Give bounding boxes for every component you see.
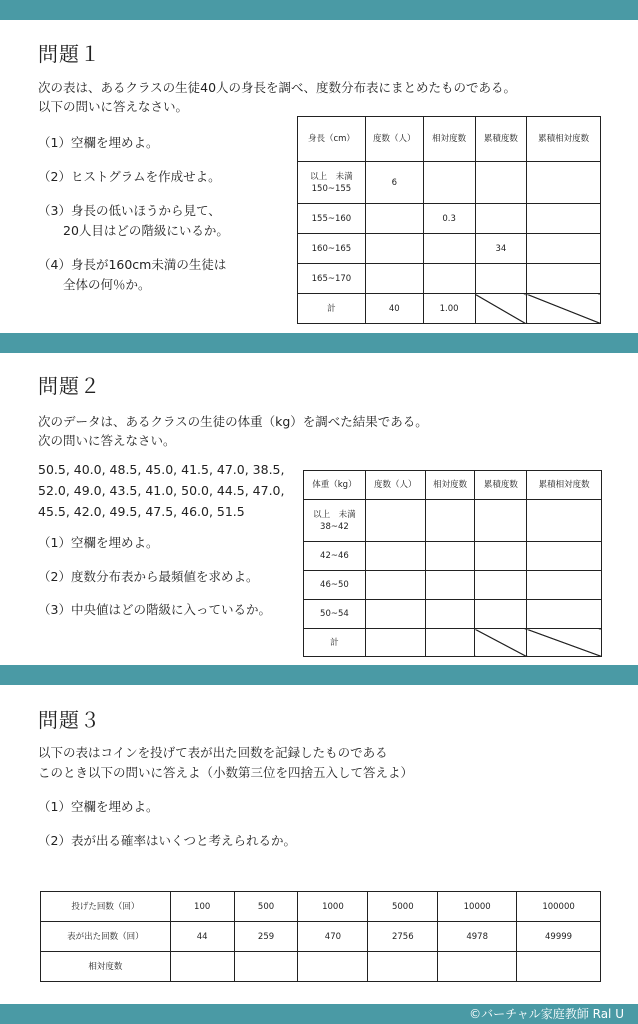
table-cell: 44	[170, 922, 234, 952]
table-cell: 259	[234, 922, 298, 952]
problem-3-question-2: （2）表が出る確率はいくつと考えられるか。	[38, 833, 296, 848]
table-cell: 表が出た回数（回）	[41, 922, 171, 952]
problem-2-data-line-2: 52.0, 49.0, 43.5, 41.0, 50.0, 44.5, 47.0,	[38, 483, 285, 498]
table-cell	[527, 542, 602, 571]
table-cell	[365, 500, 425, 542]
table-cell: 以上 未満 38~42	[304, 500, 366, 542]
table-cell	[365, 234, 423, 264]
table-cell: 46~50	[304, 571, 366, 600]
table-cell: 2756	[368, 922, 438, 952]
table-cell: 6	[365, 162, 423, 204]
table-cell	[365, 264, 423, 294]
table-cell: 以上 未満 150~155	[298, 162, 366, 204]
problem-1-intro-line-1: 次の表は、あるクラスの生徒40人の身長を調べ、度数分布表にまとめたものである。	[38, 80, 517, 95]
table-header: 身長（cm）	[298, 117, 366, 162]
table-header: 累積相対度数	[527, 471, 602, 500]
problem-2-data-line-1: 50.5, 40.0, 48.5, 45.0, 41.5, 47.0, 38.5,	[38, 462, 285, 477]
table-cell: 4978	[438, 922, 517, 952]
problem-2-title: 問題２	[38, 374, 101, 398]
table-cell	[368, 952, 438, 982]
diagonal-blank-cell	[475, 629, 527, 657]
problem-2-frequency-table	[303, 470, 602, 657]
table-cell: 計	[298, 294, 366, 324]
diagonal-blank-cell	[475, 294, 527, 324]
table-cell: 470	[298, 922, 368, 952]
problem-1-title: 問題１	[38, 42, 101, 66]
table-cell	[438, 952, 517, 982]
footer-credit: ©バーチャル家庭教師 Ral U	[469, 1007, 624, 1021]
table-header: 相対度数	[425, 471, 475, 500]
table-cell: 投げた回数（回）	[41, 892, 171, 922]
table-cell	[527, 234, 601, 264]
table-cell: 50~54	[304, 600, 366, 629]
table-cell	[425, 500, 475, 542]
table-cell	[425, 571, 475, 600]
table-cell	[365, 600, 425, 629]
problem-1-question-1: （1）空欄を埋めよ。	[38, 135, 159, 150]
problem-3-question-1: （1）空欄を埋めよ。	[38, 799, 159, 814]
problem-1-question-3-line-2: 20人目はどの階級にいるか。	[38, 223, 229, 238]
table-cell	[475, 264, 527, 294]
problem-1-frequency-table	[297, 116, 601, 324]
table-cell	[170, 952, 234, 982]
table-cell: 1.00	[423, 294, 475, 324]
table-cell	[475, 500, 527, 542]
table-cell	[234, 952, 298, 982]
problem-1-question-4-line-1: （4）身長が160cm未満の生徒は	[38, 257, 227, 272]
problem-1-question-3-line-1: （3）身長の低いほうから見て、	[38, 203, 221, 218]
table-cell	[527, 500, 602, 542]
table-cell	[425, 600, 475, 629]
table-cell	[365, 629, 425, 657]
table-cell: 相対度数	[41, 952, 171, 982]
table-cell	[365, 204, 423, 234]
table-header: 体重（kg）	[304, 471, 366, 500]
table-header: 累積度数	[475, 117, 527, 162]
table-cell	[527, 204, 601, 234]
table-cell	[423, 264, 475, 294]
problem-3-intro-line-1: 以下の表はコインを投げて表が出た回数を記録したものである	[38, 745, 388, 760]
table-header: 相対度数	[423, 117, 475, 162]
table-cell: 160~165	[298, 234, 366, 264]
problem-2-question-3: （3）中央値はどの階級に入っているか。	[38, 602, 271, 617]
table-cell	[527, 571, 602, 600]
table-cell	[423, 234, 475, 264]
diagonal-blank-cell	[527, 629, 602, 657]
table-cell: 計	[304, 629, 366, 657]
table-header: 度数（人）	[365, 471, 425, 500]
problem-3-intro-line-2: このとき以下の問いに答えよ（小数第三位を四捨五入して答えよ）	[38, 765, 414, 780]
table-cell: 1000	[298, 892, 368, 922]
problem-2-question-1: （1）空欄を埋めよ。	[38, 535, 159, 550]
table-cell: 100	[170, 892, 234, 922]
table-cell	[365, 542, 425, 571]
diagonal-blank-cell	[527, 294, 601, 324]
table-cell	[475, 204, 527, 234]
table-cell: 165~170	[298, 264, 366, 294]
divider-band-1	[0, 333, 638, 353]
table-cell: 100000	[517, 892, 601, 922]
table-cell	[527, 600, 602, 629]
problem-2-intro-line-2: 次の問いに答えなさい。	[38, 433, 176, 448]
top-band	[0, 0, 638, 20]
table-cell	[475, 162, 527, 204]
problem-1-intro-line-2: 以下の問いに答えなさい。	[38, 99, 189, 114]
table-cell	[298, 952, 368, 982]
problem-2-data-line-3: 45.5, 42.0, 49.5, 47.5, 46.0, 51.5	[38, 504, 245, 519]
problem-1-question-4-line-2: 全体の何％か。	[38, 277, 151, 292]
table-cell	[517, 952, 601, 982]
table-cell	[425, 542, 475, 571]
table-cell: 49999	[517, 922, 601, 952]
table-cell: 5000	[368, 892, 438, 922]
table-cell	[475, 600, 527, 629]
table-cell	[475, 542, 527, 571]
table-cell: 500	[234, 892, 298, 922]
table-cell	[527, 264, 601, 294]
table-cell: 40	[365, 294, 423, 324]
table-cell	[475, 571, 527, 600]
table-header: 累積度数	[475, 471, 527, 500]
table-cell	[423, 162, 475, 204]
table-cell: 42~46	[304, 542, 366, 571]
table-header: 度数（人）	[365, 117, 423, 162]
problem-1-question-2: （2）ヒストグラムを作成せよ。	[38, 169, 221, 184]
table-cell: 34	[475, 234, 527, 264]
table-cell	[527, 162, 601, 204]
table-cell: 10000	[438, 892, 517, 922]
table-header: 累積相対度数	[527, 117, 601, 162]
problem-2-intro-line-1: 次のデータは、あるクラスの生徒の体重（kg）を調べた結果である。	[38, 414, 428, 429]
table-cell	[365, 571, 425, 600]
problem-3-title: 問題３	[38, 708, 101, 732]
divider-band-2	[0, 665, 638, 685]
table-cell: 0.3	[423, 204, 475, 234]
problem-3-coin-table	[40, 891, 601, 982]
table-cell	[425, 629, 475, 657]
problem-2-question-2: （2）度数分布表から最頻値を求めよ。	[38, 569, 259, 584]
table-cell: 155~160	[298, 204, 366, 234]
